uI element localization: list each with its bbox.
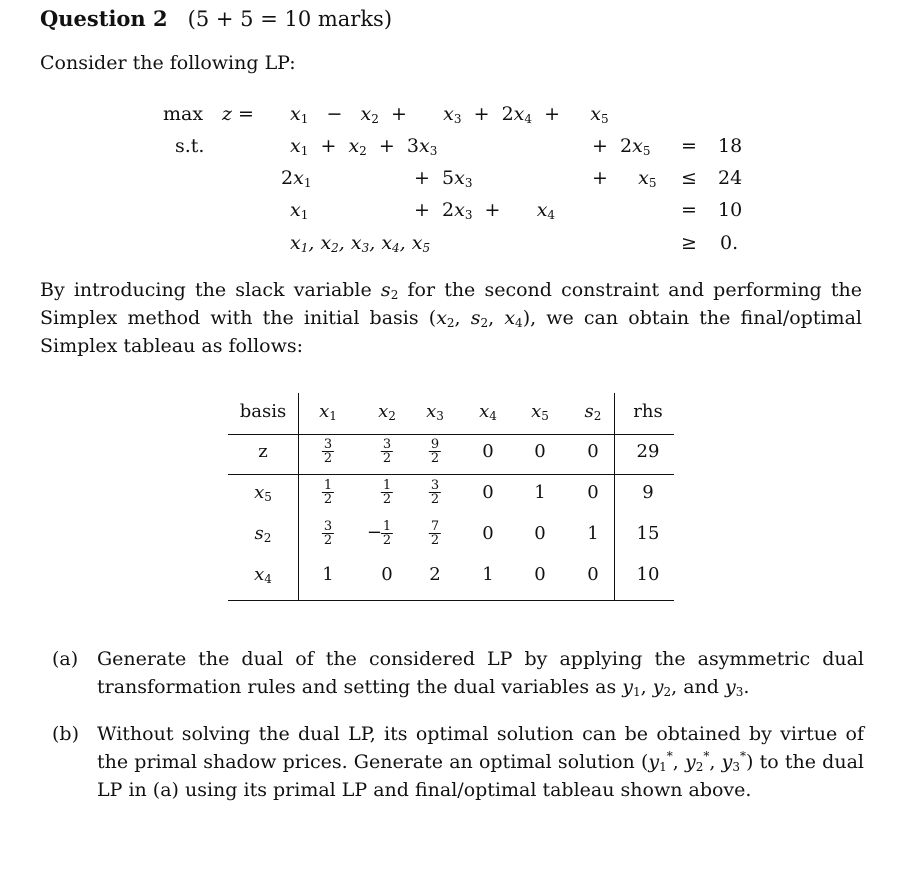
lp-rhs-2: 24: [718, 167, 743, 189]
tableau-cell-s2-x1: $\frac{3}{2}$: [323, 519, 333, 548]
tableau-header-rule: [228, 434, 674, 435]
tableau-cell-x4-s2: 0: [587, 564, 599, 585]
tableau-col-header-s2: $s_2$: [584, 401, 602, 423]
simplex-tableau: [228, 393, 674, 601]
part-a-label: (a): [52, 648, 79, 670]
paragraph-line-1: By introducing the slack variable $s_2$ for the second constraint and performing the: [40, 279, 862, 302]
tableau-col-header-rhs: rhs: [633, 401, 663, 422]
lp-constraint-3: $x_1$: [290, 199, 309, 222]
tableau-basis-header: basis: [239, 401, 287, 422]
tableau-cell-x4-x1: 1: [322, 564, 334, 585]
paragraph-line-3: Simplex tableau as follows:: [40, 335, 303, 357]
tableau-cell-x4-x3: 2: [429, 564, 441, 585]
tableau-cell-z-x1: $\frac{3}{2}$: [323, 437, 333, 466]
lp-constraint-2-x5: + $x_5$: [592, 167, 657, 190]
tableau-col-header-x2: $x_2$: [378, 401, 396, 423]
paragraph-line-2: Simplex method with the initial basis ($x_2$, $s_2$, $x_4$), we can obtain the final/optimal: [40, 307, 862, 330]
tableau-cell-s2-x4: 0: [482, 523, 494, 544]
tableau-col-header-x3: $x_3$: [426, 401, 444, 423]
tableau-cell-s2-x5: 0: [534, 523, 546, 544]
tableau-cell-x5-s2: 0: [587, 482, 599, 503]
tableau-rhs-divider: [614, 393, 615, 601]
tableau-basis-divider: [298, 393, 299, 601]
lp-max-label: max: [163, 103, 204, 125]
lp-constraint-3-x3: + $2x_3$ + $x_4$: [414, 199, 556, 222]
tableau-cell-s2-x2: − 1 2: [366, 519, 392, 548]
question-number: Question 2: [40, 6, 168, 31]
part-a-text: Generate the dual of the considered LP by applying the asymmetric dual transformation rules and setting the dual variables as $y_1$, $y_2$, and $y_3$.: [97, 648, 864, 699]
lp-rhs-3: 10: [718, 199, 743, 221]
tableau-row-basis-z: z: [258, 441, 268, 462]
tableau-cell-x4-rhs: 10: [636, 564, 660, 585]
tableau-cell-x5-x4: 0: [482, 482, 494, 503]
tableau-row-basis-x4: $x_4$: [254, 564, 272, 586]
tableau-cell-z-x2: $\frac{3}{2}$: [382, 437, 392, 466]
tableau-cell-z-x3: $\frac{9}{2}$: [430, 437, 440, 466]
lp-constraint-1: $x_1 + x_2 + 3x_3$: [290, 135, 438, 158]
tableau-row-basis-s2: $s_2$: [254, 523, 272, 545]
question-title: [40, 6, 392, 31]
tableau-cell-x4-x5: 0: [534, 564, 546, 585]
part-b-label: (b): [52, 723, 79, 745]
lp-z-eq: z =: [222, 103, 254, 125]
intro-text: Consider the following LP:: [40, 52, 296, 74]
tableau-z-rule: [228, 474, 674, 475]
tableau-bottom-rule: [228, 600, 674, 601]
tableau-col-header-x5: $x_5$: [531, 401, 549, 423]
part-a: [52, 645, 864, 705]
question-marks: (5 + 5 = 10 marks): [187, 7, 393, 31]
tableau-cell-s2-x3: $\frac{7}{2}$: [430, 519, 440, 548]
tableau-col-header-x1: $x_1$: [319, 401, 337, 423]
lp-objective: $x_1 - x_2$ + $x_3 + 2x_4$ + $x_5$: [290, 103, 609, 126]
lp-rhs-4: 0.: [720, 232, 739, 254]
part-b-text: Without solving the dual LP, its optimal solution can be obtained by virtue of the primal shadow prices. Generate an optimal solution ($y_1^*$, $y_2^*$, $y_3^*$) to the dual LP in (a) using its primal LP and final/optimal tableau shown above.: [97, 723, 864, 801]
lp-eq-1: =: [681, 135, 697, 157]
lp-constraint-1-x5: + $2x_5$: [592, 135, 651, 158]
tableau-cell-s2-rhs: 15: [636, 523, 660, 544]
lp-st-label: s.t.: [175, 135, 205, 157]
tableau-cell-x4-x4: 1: [482, 564, 494, 585]
lp-ge: ≥: [681, 232, 697, 254]
tableau-cell-s2-s2: 1: [587, 523, 599, 544]
lp-eq-3: =: [681, 199, 697, 221]
tableau-cell-x4-x2: 0: [381, 564, 393, 585]
lp-nonneg-vars: $x_1$, $x_2$, $x_3$, $x_4$, $x_5$: [290, 232, 431, 255]
tableau-cell-x5-x1: $\frac{1}{2}$: [323, 478, 333, 507]
lp-constraint-2: $2x_1$: [281, 167, 312, 190]
lp-rhs-1: 18: [718, 135, 743, 157]
tableau-cell-z-s2: 0: [587, 441, 599, 462]
tableau-cell-x5-x5: 1: [534, 482, 546, 503]
tableau-row-basis-x5: $x_5$: [254, 482, 272, 504]
tableau-cell-z-x5: 0: [534, 441, 546, 462]
tableau-cell-z-rhs: 29: [636, 441, 660, 462]
tableau-cell-z-x4: 0: [482, 441, 494, 462]
part-b: [52, 720, 864, 810]
tableau-cell-x5-x2: $\frac{1}{2}$: [382, 478, 392, 507]
lp-le-2: ≤: [681, 167, 697, 189]
lp-constraint-2-x3: + $5x_3$: [414, 167, 473, 190]
tableau-cell-x5-rhs: 9: [642, 482, 654, 503]
tableau-cell-x5-x3: $\frac{3}{2}$: [430, 478, 440, 507]
tableau-col-header-x4: $x_4$: [479, 401, 497, 423]
